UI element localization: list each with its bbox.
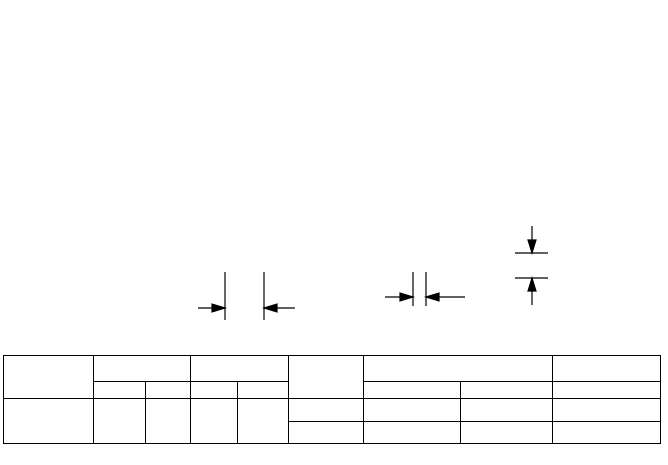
thickness-dimension [515, 226, 548, 305]
dry-range [364, 399, 460, 422]
wet-header [460, 382, 552, 399]
material-name [289, 399, 364, 422]
chain-type-header [4, 356, 94, 399]
load-value [552, 399, 660, 422]
wet-range [460, 422, 552, 444]
temperature-header [364, 356, 552, 382]
load-unit [552, 382, 660, 399]
material-name [289, 422, 364, 444]
chain-type-value [4, 399, 94, 444]
thickness-inch-value [237, 399, 289, 444]
hole-dimension [385, 272, 465, 306]
wet-range [460, 399, 552, 422]
dry-header [364, 382, 460, 399]
pitch-header [94, 356, 191, 382]
pitch-unit-inch [145, 382, 191, 399]
pitch-mm-value [94, 399, 146, 444]
load-value [552, 422, 660, 444]
pitch-dimension [198, 272, 295, 320]
thickness-unit-mm [191, 382, 238, 399]
dry-range [364, 422, 460, 444]
thickness-header [191, 356, 289, 382]
thickness-mm-value [191, 399, 238, 444]
spec-table [3, 355, 661, 444]
thickness-unit-inch [237, 382, 289, 399]
working-load-header [552, 356, 660, 382]
pitch-inch-value [145, 399, 191, 444]
material-header [289, 356, 364, 399]
pitch-unit-mm [94, 382, 146, 399]
table-row [4, 399, 661, 422]
